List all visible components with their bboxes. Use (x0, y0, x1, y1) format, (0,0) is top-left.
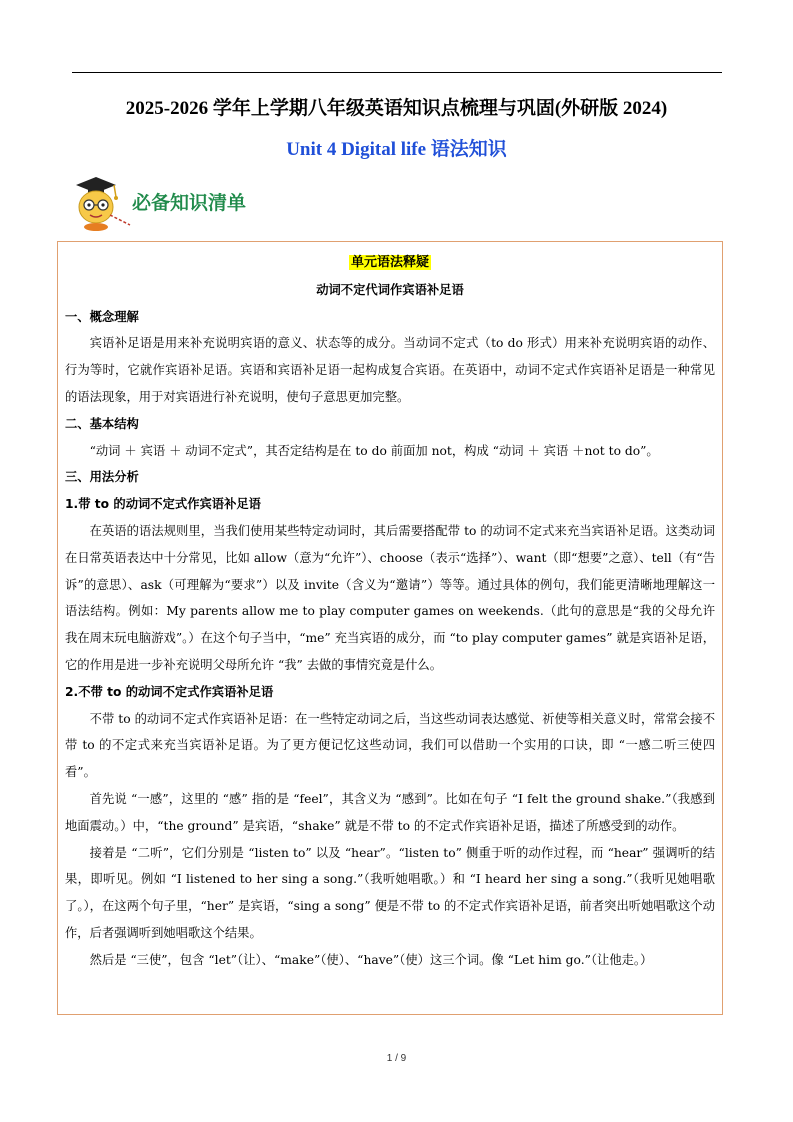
heading-usage-without-to: 2.不带 to 的动词不定式作宾语补足语 (65, 684, 274, 699)
heading-structure: 二、基本结构 (65, 416, 139, 431)
heading-usage-with-to: 1.带 to 的动词不定式作宾语补足语 (65, 497, 261, 512)
heading-usage: 三、用法分析 (65, 470, 139, 485)
box-badge: 单元语法释疑 (350, 255, 429, 270)
document-title: 2025-2026 学年上学期八年级英语知识点梳理与巩固(外研版 2024) (125, 98, 668, 119)
section-heading: 必备知识清单 (132, 192, 247, 214)
header-rule (72, 72, 722, 73)
scholar-mascot-icon (70, 175, 132, 231)
paragraph-structure: “动词 ＋ 宾语 ＋ 动词不定式”，其否定结构是在 to do 前面加 not，构成 “动词 ＋ 宾语 ＋not to do”。 (89, 443, 659, 458)
grammar-box (57, 241, 723, 1015)
paragraph-without-to: 不带 to 的动词不定式作宾语补足语：在一些特定动词之后，当这些动词表达感觉、祈使等相关意义时，常常会接不带 to 的不定式来充当宾语补足语。为了更方便记忆这些动词，我们可以借助一个实用的口诀，即 “一感二听三使四看”。 (65, 711, 715, 780)
document-subtitle: Unit 4 Digital life 语法知识 (286, 139, 507, 160)
paragraph-let-make-have: 然后是 “三使”，包含 “let”（让）、“make”（使）、“have”（使）这三个词。像 “Let him go.”（让他走。） (89, 952, 653, 967)
paragraph-feel: 首先说 “一感”，这里的 “感” 指的是 “feel”，其含义为 “感到”。比如在句子 “I felt the ground shake.”（我感到地面震动。）中，“the ground” 是宾语，“shake” 就是不带 to 的不定式作宾语补足语，描述了所感受到的动作。 (65, 791, 715, 833)
box-badge-row (65, 249, 715, 277)
paragraph-with-to: 在英语的语法规则里，当我们使用某些特定动词时，其后需要搭配带 to 的动词不定式来充当宾语补足语。这类动词在日常英语表达中十分常见，比如 allow（意为“允许”）、choose（表示“选择”）、want（即“想要”之意）、tell（有“告诉”的意思）、ask（可理解为“要求”）以及 invite（含义为“邀请”）等等。通过具体的例句，我们能更清晰地理解这一语法结构。例如：My parents allow me to play computer games on weekends.（此句的意思是“我的父母允许我在周末玩电脑游戏”。）在这个句子当中，“me” 充当宾语的成分，而 “to play computer games” 就是宾语补足语，它的作用是进一步补充说明父母所允许 “我” 去做的事情究竟是什么。 (65, 523, 715, 672)
paragraph-listen-hear: 接着是 “二听”，它们分别是 “listen to” 以及 “hear”。“listen to” 侧重于听的动作过程，而 “hear” 强调听的结果，即听见。例如 “I listened to her sing a song.”（我听她唱歌。）和 “I heard her sing a song.”（我听见她唱歌了。），在这两个句子里，“her” 是宾语，“sing a song” 便是不带 to 的不定式作宾语补足语，前者突出听她唱歌这个动作，后者强调听到她唱歌这个结果。 (65, 845, 715, 940)
paragraph-concept: 宾语补足语是用来补充说明宾语的意义、状态等的成分。当动词不定式（to do 形式）用来补充说明宾语的动作、行为等时，它就作宾语补足语。宾语和宾语补足语一起构成复合宾语。在英语中，动词不定式作宾语补足语是一种常见的语法现象，用于对宾语进行补充说明，使句子意思更加完整。 (65, 336, 715, 404)
box-topic: 动词不定代词作宾语补足语 (316, 282, 464, 297)
page-number: 1 / 9 (386, 1053, 407, 1064)
heading-concept: 一、概念理解 (65, 309, 139, 324)
